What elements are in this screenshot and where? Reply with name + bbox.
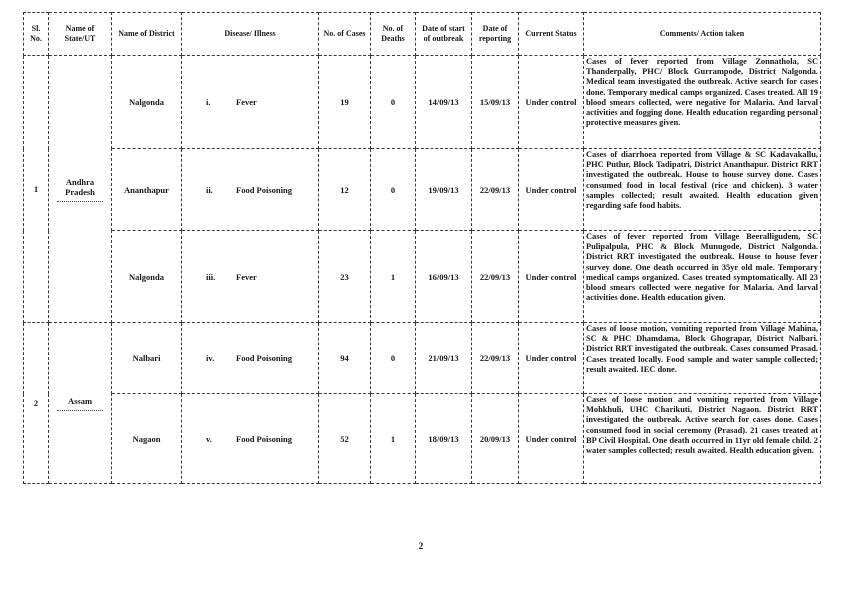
status-cell: Under control (519, 323, 584, 394)
table-row (24, 149, 821, 231)
date-start-cell: 19/09/13 (416, 149, 472, 231)
deaths-cell: 0 (371, 56, 416, 149)
header-disease: Disease/ Illness (182, 13, 319, 56)
state-underline-dots (57, 409, 102, 411)
header-deaths: No. of Deaths (371, 13, 416, 56)
header-district: Name of District (112, 13, 182, 56)
disease-name: Food Poisoning (236, 433, 292, 444)
header-status: Current Status (519, 13, 584, 56)
status-cell: Under control (519, 149, 584, 231)
header-date-start: Date of start of outbreak (416, 13, 472, 56)
date-start-cell: 14/09/13 (416, 56, 472, 149)
status-cell: Under control (519, 231, 584, 323)
date-reporting-cell: 15/09/13 (472, 56, 519, 149)
table-header-row (24, 13, 821, 56)
district-cell: Nagaon (112, 394, 182, 484)
state-cell (49, 56, 112, 323)
header-state: Name of State/UT (49, 13, 112, 56)
header-date-reporting: Date of reporting (472, 13, 519, 56)
status-cell: Under control (519, 56, 584, 149)
disease-numeral: iv. (206, 353, 215, 363)
disease-name: Food Poisoning (236, 184, 292, 195)
disease-cell (182, 231, 319, 323)
cases-cell: 94 (319, 323, 371, 394)
date-reporting-cell: 22/09/13 (472, 323, 519, 394)
state-name (51, 177, 109, 202)
sl-no-cell: 2 (24, 323, 49, 484)
deaths-cell: 0 (371, 323, 416, 394)
outbreak-report-table (23, 12, 821, 484)
state-label: Assam (67, 395, 93, 406)
header-comments: Comments/ Action taken (584, 13, 821, 56)
disease-numeral: ii. (206, 184, 213, 195)
status-cell: Under control (519, 394, 584, 484)
disease-numeral: i. (206, 97, 211, 107)
date-start-cell: 21/09/13 (416, 323, 472, 394)
cases-cell: 52 (319, 394, 371, 484)
date-start-cell: 16/09/13 (416, 231, 472, 323)
disease-name: Food Poisoning (236, 353, 292, 363)
table-row (24, 394, 821, 484)
disease-numeral: iii. (206, 271, 216, 282)
comments-cell: Cases of loose motion and vomiting reported from Village Mohkhuli, UHC Charikuti, District Nagaon. District RRT investigated the outbreak. Active search for cases done. Cases consumed food in social ceremony (Prasad). 21 cases treated at BP Civil Hospital. One death occurred in 11yr old female child. 2 water samples collected; result awaited. Health education given. (584, 394, 821, 484)
state-label: Andhra Pradesh (65, 176, 95, 197)
state-cell (49, 323, 112, 484)
district-cell: Nalgonda (112, 56, 182, 149)
cases-cell: 19 (319, 56, 371, 149)
date-start-cell: 18/09/13 (416, 394, 472, 484)
district-cell: Ananthapur (112, 149, 182, 231)
comments-cell: Cases of loose motion, vomiting reported from Village Mahina, SC & PHC Dhamdama, Block Ghograpar, District Nalbari. District RRT investigated the outbreak. Cases consumed Prasad. Cases treated locally. Food sample and water sample collected; result awaited. IEC done. (584, 323, 821, 394)
table-row (24, 231, 821, 323)
cases-cell: 23 (319, 231, 371, 323)
deaths-cell: 0 (371, 149, 416, 231)
header-sl-no: Sl. No. (24, 13, 49, 56)
sl-no-cell: 1 (24, 56, 49, 323)
district-cell: Nalbari (112, 323, 182, 394)
district-cell: Nalgonda (112, 231, 182, 323)
disease-numeral: v. (206, 433, 212, 444)
date-reporting-cell: 20/09/13 (472, 394, 519, 484)
header-cases: No. of Cases (319, 13, 371, 56)
disease-cell (182, 149, 319, 231)
state-name (51, 396, 109, 411)
date-reporting-cell: 22/09/13 (472, 149, 519, 231)
disease-name: Fever (236, 97, 257, 107)
deaths-cell: 1 (371, 394, 416, 484)
disease-cell (182, 323, 319, 394)
comments-cell: Cases of fever reported from Village Zonnathola, SC Thanderpally, PHC/ Block Gurrampode, District Nalgonda. Medical team investigated the outbreak. Active search for cases done. Temporary medical camps organized. Cases treated. All 19 blood smears collected, were negative for Malaria. And larval activities and fogging done. Health education regarding personal protective measures given. (584, 56, 821, 149)
disease-cell (182, 56, 319, 149)
cases-cell: 12 (319, 149, 371, 231)
table-row (24, 323, 821, 394)
page-number: 2 (418, 541, 424, 551)
comments-cell: Cases of fever reported from Village Beeralligudem, SC Pulipalpula, PHC & Block Munugode, District Nalgonda. District RRT investigated the outbreak. House to house fever survey done. One death occurred in 35yr old male. Temporary medical camps organized. Cases treated symptomatically. All 23 blood smears collected were negative for Malaria. And larval activities done. Health education given. (584, 231, 821, 323)
state-underline-dots (57, 200, 102, 202)
disease-name: Fever (236, 271, 257, 282)
date-reporting-cell: 22/09/13 (472, 231, 519, 323)
comments-cell: Cases of diarrhoea reported from Village & SC Kadavakallu, PHC Putlur, Block Tadipatri, District Ananthapur. District RRT investigated the outbreak. House to house survey done. Cases consumed food in local festival (rice and chicken). 3 water samples collected; result awaited. Health education given regarding safe food habits. (584, 149, 821, 231)
deaths-cell: 1 (371, 231, 416, 323)
disease-cell (182, 394, 319, 484)
table-row (24, 56, 821, 149)
